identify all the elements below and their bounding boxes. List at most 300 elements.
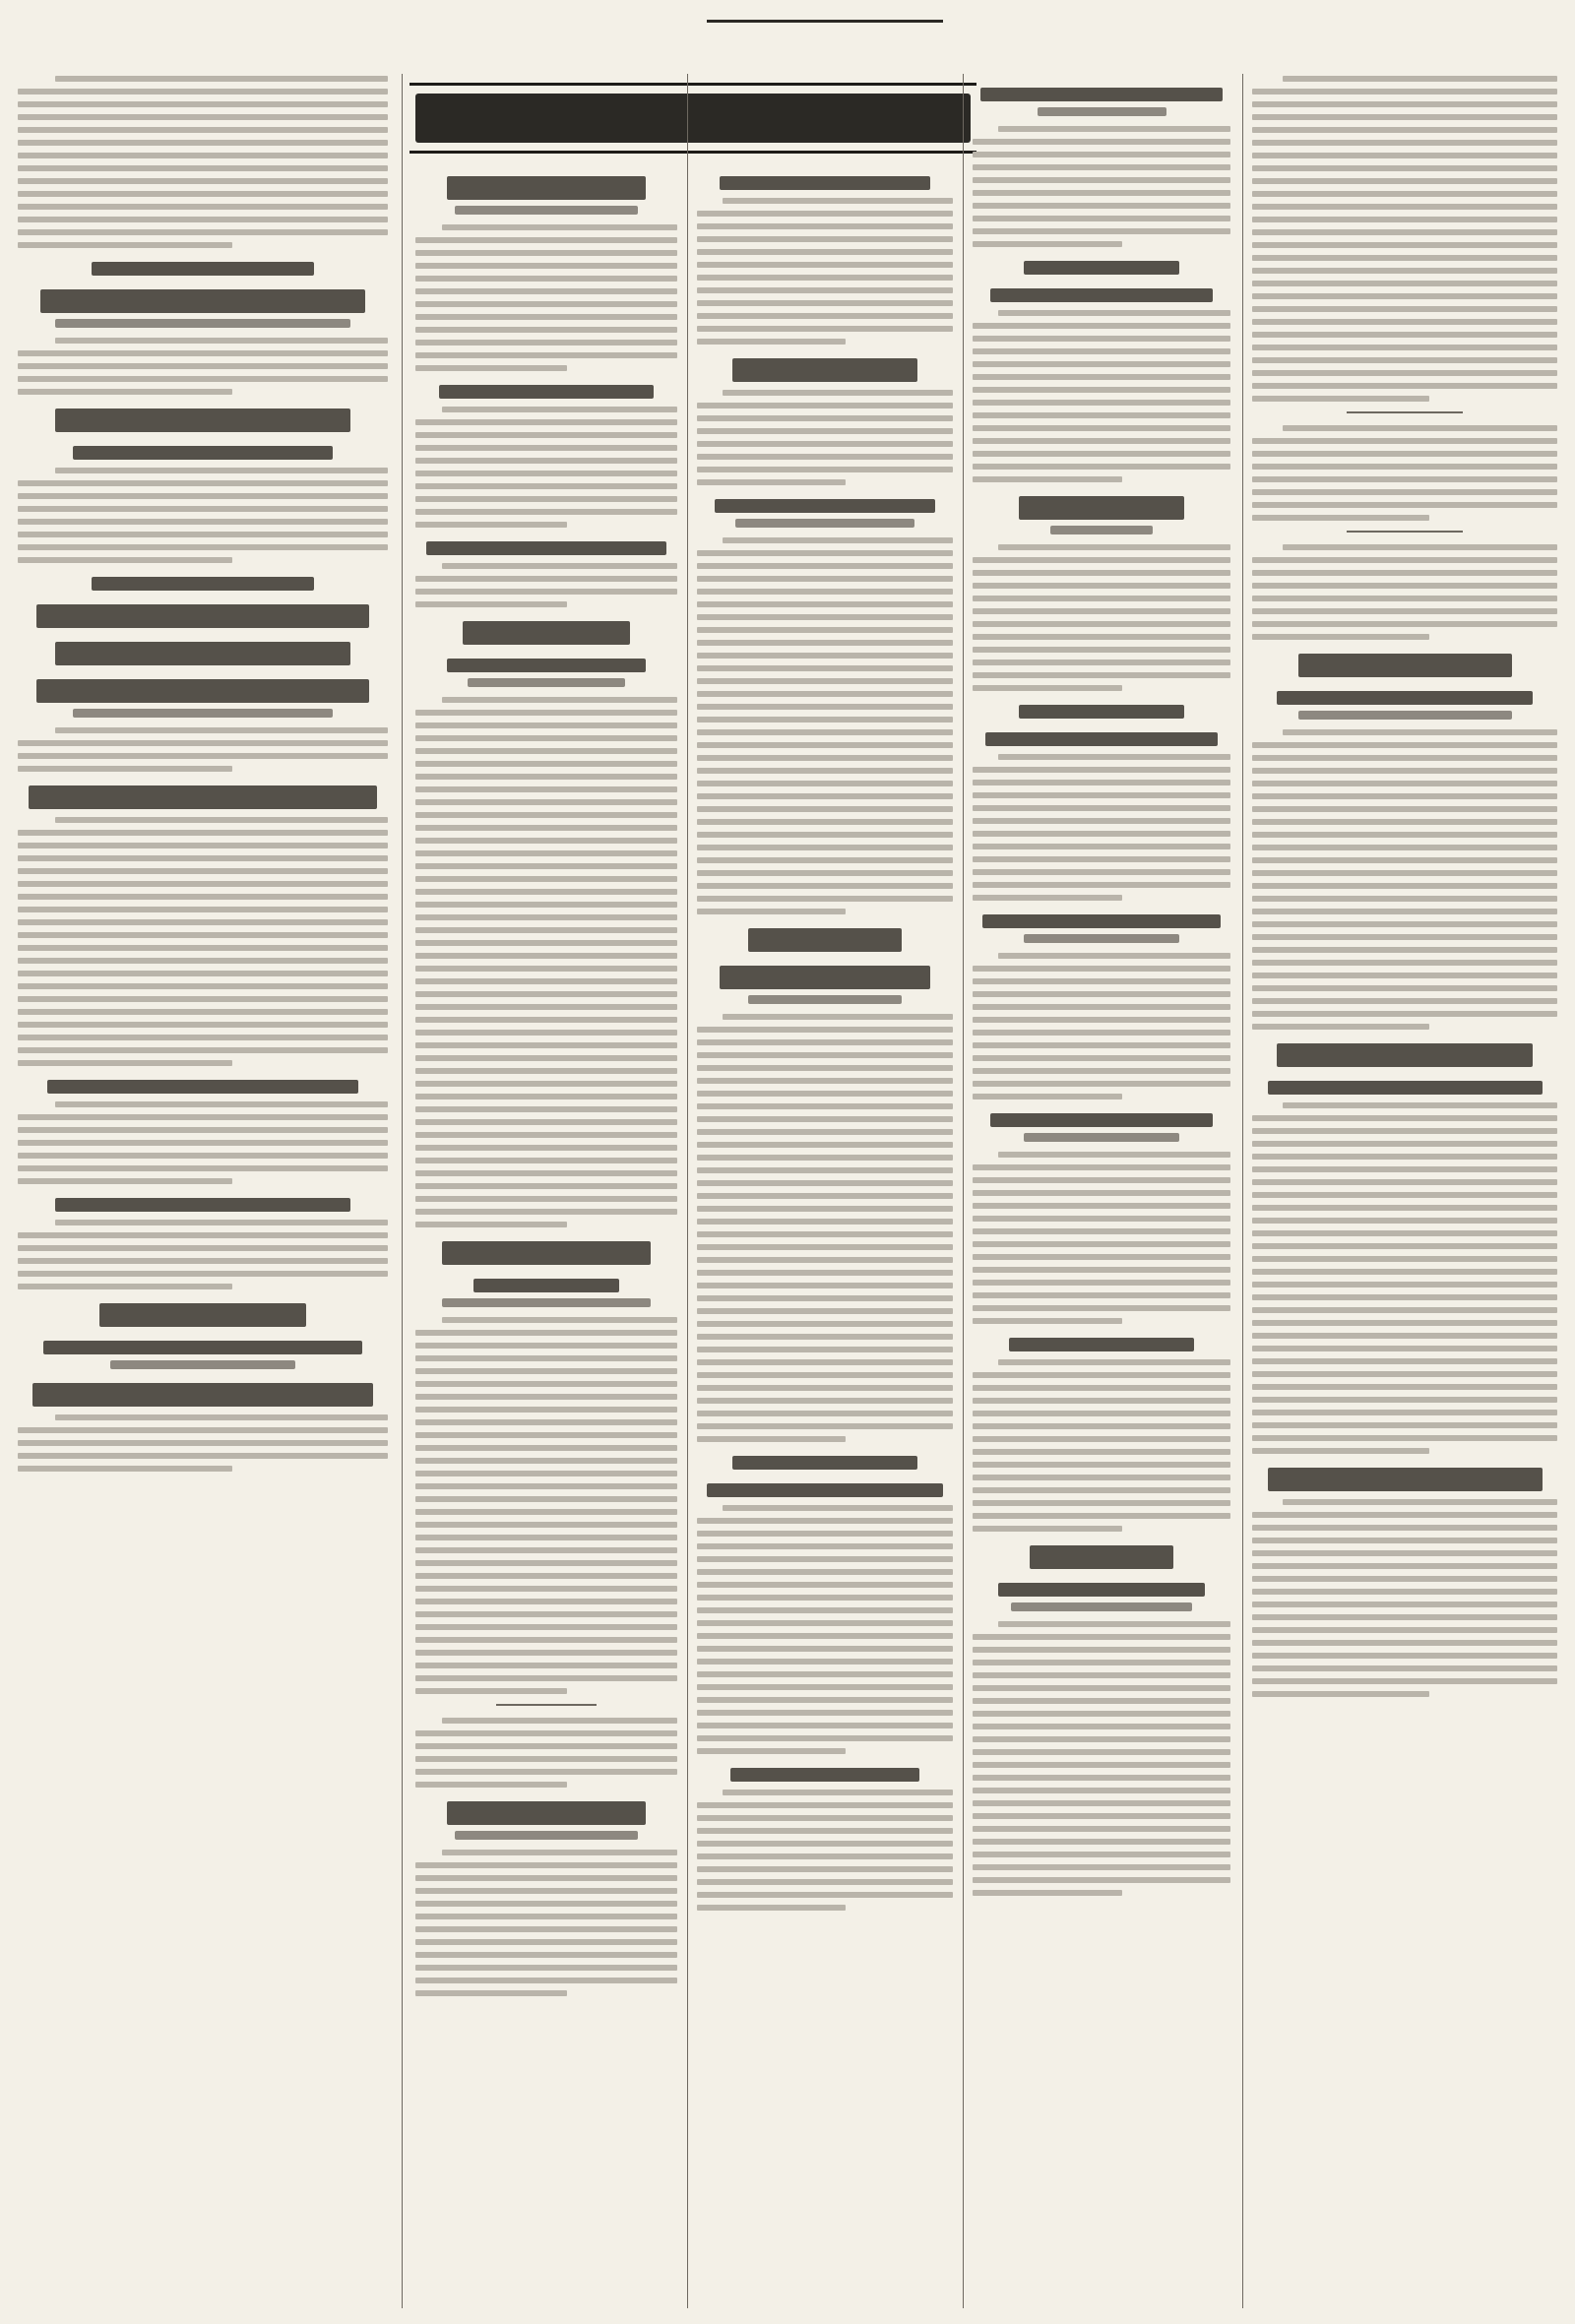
headline-band	[732, 1456, 916, 1470]
text-line	[18, 1165, 388, 1171]
text-line	[1252, 515, 1429, 521]
text-line	[1283, 1499, 1557, 1505]
text-line	[1252, 742, 1557, 748]
text-line	[415, 1675, 677, 1681]
text-line	[18, 996, 388, 1002]
text-line	[697, 428, 953, 434]
text-line	[973, 1228, 1230, 1234]
text-line	[697, 1027, 953, 1033]
text-line	[18, 1060, 232, 1066]
body-paragraph	[697, 1788, 953, 1911]
headline-band	[92, 262, 314, 276]
subhead-band	[1038, 107, 1166, 116]
body-paragraph	[18, 466, 388, 563]
text-line	[1252, 1179, 1557, 1185]
text-line	[697, 1398, 953, 1404]
text-line	[415, 1978, 677, 1983]
headline-band	[990, 1113, 1212, 1127]
text-line	[973, 1711, 1230, 1717]
text-line	[697, 441, 953, 447]
text-line	[415, 1017, 677, 1023]
text-line	[973, 1890, 1122, 1896]
text-line	[1252, 998, 1557, 1004]
headline-band	[55, 408, 351, 432]
text-line	[18, 945, 388, 951]
headline-band	[36, 604, 369, 628]
text-line	[697, 1334, 953, 1340]
text-line	[973, 660, 1230, 665]
body-paragraph	[1252, 423, 1557, 521]
text-line	[1252, 383, 1557, 389]
text-line	[723, 1014, 953, 1020]
text-line	[1252, 357, 1557, 363]
body-paragraph	[1252, 727, 1557, 1030]
body-paragraph	[1252, 1100, 1557, 1454]
text-line	[998, 754, 1230, 760]
text-line	[1283, 544, 1557, 550]
text-line	[697, 653, 953, 659]
text-line	[1252, 1550, 1557, 1556]
text-line	[1252, 319, 1557, 325]
text-line	[1252, 204, 1557, 210]
text-line	[1252, 1397, 1557, 1403]
text-line	[18, 89, 388, 94]
text-line	[18, 204, 388, 210]
text-line	[1252, 596, 1557, 601]
headline-band	[1009, 1338, 1195, 1351]
text-line	[697, 627, 953, 633]
text-line	[55, 1220, 388, 1225]
headline-band	[1268, 1468, 1543, 1491]
text-line	[1252, 1371, 1557, 1377]
text-line	[697, 1518, 953, 1524]
text-line	[415, 1782, 567, 1788]
text-line	[1252, 621, 1557, 627]
text-line	[697, 806, 953, 812]
text-line	[973, 1305, 1230, 1311]
text-line	[415, 1611, 677, 1617]
text-line	[1252, 806, 1557, 812]
body-paragraph	[973, 951, 1230, 1099]
subhead-band	[110, 1360, 295, 1369]
text-line	[415, 352, 677, 358]
text-line	[973, 608, 1230, 614]
text-line	[415, 250, 677, 256]
text-line	[18, 830, 388, 836]
text-line	[697, 1091, 953, 1097]
text-line	[697, 1879, 953, 1885]
headline-band	[720, 966, 929, 989]
body-paragraph	[415, 1848, 677, 1996]
subhead-band	[1050, 526, 1154, 534]
text-line	[697, 1569, 953, 1575]
text-line	[697, 832, 953, 838]
text-line	[973, 241, 1122, 247]
body-paragraph	[973, 308, 1230, 482]
text-line	[18, 140, 388, 146]
headline-band	[720, 176, 929, 190]
text-line	[415, 1756, 677, 1762]
text-line	[415, 722, 677, 728]
text-line	[973, 177, 1230, 183]
text-line	[415, 1535, 677, 1540]
text-line	[1252, 165, 1557, 171]
subhead-band	[748, 995, 902, 1004]
body-paragraph	[18, 336, 388, 395]
text-line	[697, 1853, 953, 1859]
text-line	[697, 1828, 953, 1834]
text-line	[697, 403, 953, 408]
text-line	[973, 685, 1122, 691]
text-line	[415, 953, 677, 959]
text-line	[697, 1671, 953, 1677]
text-line	[697, 1270, 953, 1276]
text-line	[973, 336, 1230, 342]
text-line	[415, 927, 677, 933]
text-line	[1283, 76, 1557, 82]
text-line	[973, 1800, 1230, 1806]
text-line	[1252, 583, 1557, 589]
text-line	[697, 1372, 953, 1378]
headline-band	[998, 1583, 1205, 1597]
text-line	[1252, 1192, 1557, 1198]
text-line	[1252, 502, 1557, 508]
text-line	[697, 1142, 953, 1148]
text-line	[697, 1078, 953, 1084]
text-line	[1252, 396, 1429, 402]
body-paragraph	[18, 74, 388, 248]
headline-band	[55, 1198, 351, 1212]
text-line	[998, 544, 1230, 550]
text-line	[415, 1573, 677, 1579]
body-paragraph	[18, 1218, 388, 1289]
text-line	[415, 1094, 677, 1099]
text-line	[415, 1458, 677, 1464]
text-line	[697, 300, 953, 306]
text-line	[415, 1914, 677, 1919]
text-line	[973, 831, 1230, 837]
text-line	[1252, 1358, 1557, 1364]
text-line	[973, 451, 1230, 457]
text-line	[973, 1647, 1230, 1653]
body-paragraph	[697, 535, 953, 914]
text-line	[55, 76, 388, 82]
text-line	[1252, 1538, 1557, 1543]
text-line	[415, 1030, 677, 1036]
text-line	[415, 1158, 677, 1163]
text-line	[18, 1466, 232, 1472]
text-line	[973, 1436, 1230, 1442]
headline-band	[1024, 261, 1178, 275]
text-line	[1252, 1024, 1429, 1030]
text-line	[1252, 438, 1557, 444]
text-line	[415, 589, 677, 595]
text-line	[973, 464, 1230, 470]
text-line	[973, 1318, 1122, 1324]
text-line	[442, 407, 677, 412]
text-line	[697, 691, 953, 697]
text-line	[415, 1939, 677, 1945]
text-line	[973, 805, 1230, 811]
text-line	[415, 1330, 677, 1336]
text-line	[973, 323, 1230, 329]
text-line	[697, 896, 953, 902]
text-line	[697, 857, 953, 863]
text-line	[415, 1419, 677, 1425]
text-line	[1252, 178, 1557, 184]
headline-band	[29, 785, 376, 809]
column-2	[415, 74, 677, 2308]
body-paragraph	[18, 725, 388, 772]
text-line	[697, 755, 953, 761]
text-line	[415, 786, 677, 792]
body-paragraph	[415, 405, 677, 528]
text-line	[697, 1244, 953, 1250]
text-line	[1252, 1154, 1557, 1160]
text-line	[973, 792, 1230, 798]
text-line	[1252, 1333, 1557, 1339]
text-line	[973, 1398, 1230, 1404]
text-line	[1252, 755, 1557, 761]
text-line	[973, 190, 1230, 196]
text-line	[973, 216, 1230, 221]
text-line	[1252, 101, 1557, 107]
text-line	[18, 1153, 388, 1159]
text-line	[697, 1423, 953, 1429]
body-paragraph	[973, 124, 1230, 247]
text-line	[415, 1170, 677, 1176]
text-line	[18, 532, 388, 537]
text-line	[18, 376, 388, 382]
text-line	[697, 678, 953, 684]
text-line	[1252, 127, 1557, 133]
headline-band	[447, 176, 646, 200]
text-line	[1252, 985, 1557, 991]
text-line	[415, 774, 677, 780]
text-line	[18, 1427, 388, 1433]
text-line	[973, 387, 1230, 393]
text-line	[1252, 832, 1557, 838]
text-line	[415, 1862, 677, 1868]
text-line	[415, 1990, 567, 1996]
text-line	[415, 522, 567, 528]
subhead-band	[468, 678, 625, 687]
text-line	[697, 1646, 953, 1652]
text-line	[998, 953, 1230, 959]
text-line	[1252, 570, 1557, 576]
text-line	[1252, 1011, 1557, 1017]
text-line	[697, 1531, 953, 1537]
text-line	[18, 1140, 388, 1146]
text-line	[18, 363, 388, 369]
headline-band	[1019, 705, 1184, 719]
headline-band	[55, 642, 351, 665]
text-line	[415, 340, 677, 345]
text-line	[697, 1905, 846, 1911]
text-line	[973, 647, 1230, 653]
headline-band	[92, 577, 314, 591]
text-line	[973, 1372, 1230, 1378]
text-line	[415, 1547, 677, 1553]
text-line	[697, 1231, 953, 1237]
text-line	[973, 1852, 1230, 1857]
text-line	[697, 326, 953, 332]
text-line	[18, 493, 388, 499]
text-line	[55, 1101, 388, 1107]
text-line	[415, 1624, 677, 1630]
text-line	[697, 870, 953, 876]
text-line	[415, 1901, 677, 1907]
text-line	[415, 276, 677, 282]
text-line	[18, 740, 388, 746]
column-3	[697, 74, 953, 2308]
text-line	[697, 275, 953, 281]
text-line	[973, 1877, 1230, 1883]
text-line	[723, 390, 953, 396]
text-line	[697, 249, 953, 255]
text-line	[973, 991, 1230, 997]
text-line	[973, 361, 1230, 367]
text-line	[415, 237, 677, 243]
column-spacer	[697, 74, 953, 162]
text-line	[697, 479, 846, 485]
text-line	[697, 1155, 953, 1161]
text-line	[697, 1697, 953, 1703]
text-line	[442, 1718, 677, 1724]
text-line	[697, 1129, 953, 1135]
text-line	[415, 1055, 677, 1061]
text-line	[18, 766, 232, 772]
text-line	[697, 589, 953, 595]
body-paragraph	[697, 1503, 953, 1754]
text-line	[973, 1724, 1230, 1729]
text-line	[18, 1022, 388, 1028]
text-line	[415, 445, 677, 451]
text-line	[18, 843, 388, 848]
text-line	[415, 1222, 567, 1227]
text-line	[973, 895, 1122, 901]
text-line	[973, 869, 1230, 875]
text-line	[973, 1813, 1230, 1819]
headline-band	[1277, 1043, 1533, 1067]
top-rule	[707, 20, 943, 23]
text-line	[1252, 947, 1557, 953]
text-line	[415, 1004, 677, 1010]
text-line	[697, 287, 953, 293]
text-line	[973, 1280, 1230, 1286]
text-line	[973, 1788, 1230, 1793]
text-line	[1252, 1589, 1557, 1595]
text-line	[973, 1672, 1230, 1678]
subhead-band	[1024, 1133, 1178, 1142]
text-line	[1252, 870, 1557, 876]
text-line	[697, 1411, 953, 1416]
text-line	[415, 1560, 677, 1566]
text-line	[697, 883, 953, 889]
text-line	[18, 1047, 388, 1053]
text-line	[697, 1802, 953, 1808]
text-line	[697, 1257, 953, 1263]
text-line	[973, 400, 1230, 406]
text-line	[18, 1035, 388, 1040]
text-line	[697, 1556, 953, 1562]
text-line	[442, 563, 677, 569]
text-line	[1252, 793, 1557, 799]
headline-band	[43, 1341, 361, 1354]
subhead-band	[1011, 1602, 1191, 1611]
text-line	[18, 753, 388, 759]
text-line	[697, 1866, 953, 1872]
text-line	[697, 1659, 953, 1664]
text-line	[723, 1505, 953, 1511]
text-line	[18, 932, 388, 938]
text-line	[697, 909, 846, 914]
text-line	[697, 563, 953, 569]
text-line	[55, 338, 388, 344]
text-line	[697, 1723, 953, 1728]
text-line	[55, 1414, 388, 1420]
text-line	[1252, 1602, 1557, 1607]
text-line	[1252, 464, 1557, 470]
text-line	[415, 799, 677, 805]
text-line	[415, 1355, 677, 1361]
body-paragraph	[415, 561, 677, 607]
text-line	[1252, 1384, 1557, 1390]
headline-band	[447, 1801, 646, 1825]
text-line	[415, 863, 677, 869]
text-line	[415, 471, 677, 476]
text-line	[697, 1347, 953, 1352]
text-line	[697, 729, 953, 735]
text-line	[973, 882, 1230, 888]
headline-band	[426, 541, 667, 555]
text-line	[973, 621, 1230, 627]
text-line	[415, 889, 677, 895]
text-line	[697, 236, 953, 242]
body-paragraph	[697, 196, 953, 345]
text-line	[723, 198, 953, 204]
text-line	[415, 419, 677, 425]
text-line	[1252, 768, 1557, 774]
text-line	[973, 1839, 1230, 1845]
body-paragraph	[973, 542, 1230, 691]
text-line	[973, 1055, 1230, 1061]
text-line	[1252, 1307, 1557, 1313]
text-line	[973, 1826, 1230, 1832]
text-line	[1252, 1512, 1557, 1518]
text-line	[1252, 451, 1557, 457]
text-line	[1283, 729, 1557, 735]
text-line	[1252, 332, 1557, 338]
text-line	[1252, 1128, 1557, 1134]
text-line	[18, 1440, 388, 1446]
text-line	[973, 1094, 1122, 1099]
text-line	[415, 1394, 677, 1400]
text-line	[415, 966, 677, 972]
text-line	[697, 550, 953, 556]
text-line	[998, 1359, 1230, 1365]
section-divider	[1347, 531, 1463, 533]
text-line	[998, 126, 1230, 132]
text-line	[973, 596, 1230, 601]
text-line	[1252, 1205, 1557, 1211]
text-line	[973, 978, 1230, 984]
text-line	[973, 767, 1230, 773]
headline-band	[715, 499, 935, 513]
subhead-band	[1298, 711, 1512, 720]
headline-band	[1277, 691, 1533, 705]
text-line	[973, 1254, 1230, 1260]
